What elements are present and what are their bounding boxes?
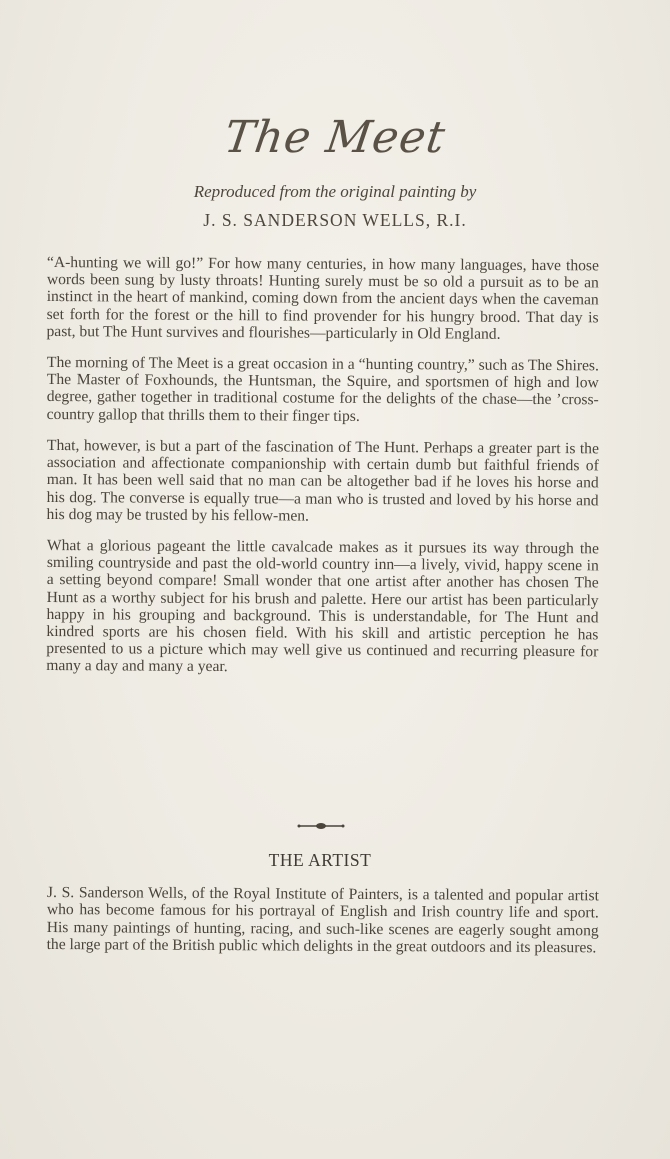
artist-heading: THE ARTIST <box>268 850 372 870</box>
document-subtitle: Reproduced from the original painting by <box>193 182 477 201</box>
paragraph-1: “A-hunting we will go!” For how many centuries, in how many languages, have those words been sung by lusty throats! Hunting surely must be so old a pursuit as to be an instinct in the heart of mankind, coming down from the ancient days when the caveman set forth for the forest or the hill to find provender for his hungry brood. That day is past, but The Hunt survives and flourishes—particularly in Old England. <box>46 254 599 343</box>
paragraph-4: What a glorious pageant the little cavalcade makes as it pursues its way through the smiling countryside and past the old-world country inn—a lively, vivid, happy scene in a setting beyond compare! Small wonder that one artist after another has chosen The Hunt as a worthy subject for his brush and palette. Here our artist has been particularly happy in his grouping and background. This is understandable, for The Hunt and kindred sports are his chosen field. With his skill and artistic perception he has presented to us a picture which may well give us continued and recurring pleasure for many a day and many a year. <box>46 536 599 676</box>
document-title: The Meet <box>221 112 449 163</box>
main-text <box>47 254 599 688</box>
paragraph-3: That, however, is but a part of the fascination of The Hunt. Perhaps a greater part is the association and affectionate companionship with certain dumb but faithful friends of man. It has been well said that no man can be altogether bad if he loves his horse and his dog. The converse is equally true—a man who is trusted and loved by his horse and his dog may be trusted by his fellow-men. <box>46 436 599 525</box>
artist-paragraph: J. S. Sanderson Wells, of the Royal Institute of Painters, is a talented and popular artist who has become famous for his portrayal of English and Irish country life and sport. His many paintings of hunting, racing, and such-like scenes are eagerly sought among the large part of the British public which delights in the great outdoors and its pleasures. <box>46 884 599 957</box>
painter-name: J. S. SANDERSON WELLS, R.I. <box>203 210 467 230</box>
paragraph-2: The morning of The Meet is a great occasion in a “hunting country,” such as The Shires. The Master of Foxhounds, the Huntsman, the Squire, and sportsmen of high and low degree, gather together in traditional costume for the delights of the chase—the ’cross-country gallop that thrills them to their finger tips. <box>46 354 599 425</box>
ornament-divider <box>296 820 346 832</box>
artist-text <box>46 884 599 957</box>
